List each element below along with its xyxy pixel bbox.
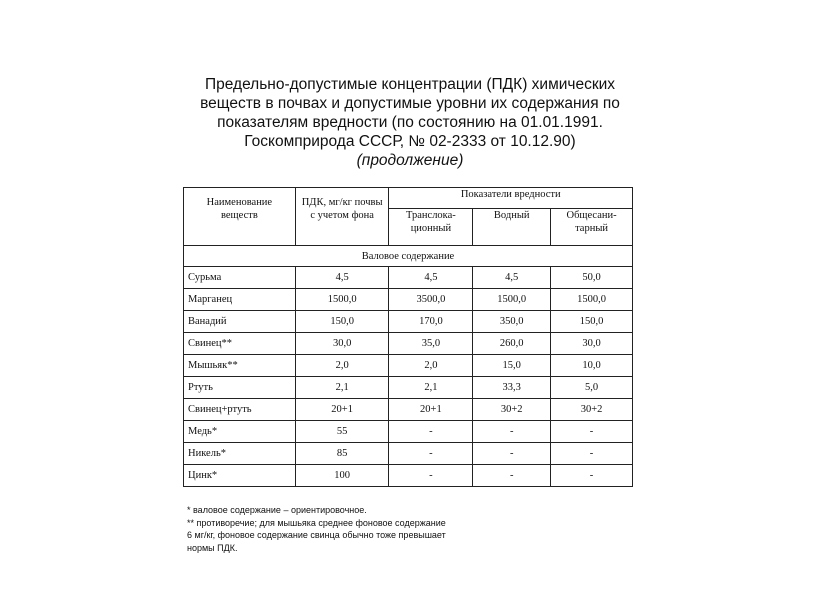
cell-sanitary: 50,0 — [551, 267, 633, 289]
cell-translocation: 20+1 — [389, 399, 473, 421]
cell-pdk: 150,0 — [295, 311, 389, 333]
table-row — [184, 311, 633, 333]
cell-sanitary: 150,0 — [551, 311, 633, 333]
cell-water: - — [473, 421, 551, 443]
section-label: Валовое содержание — [184, 246, 633, 267]
title-line: Госкомприрода СССР, № 02-2333 от 10.12.90) — [244, 133, 576, 150]
cell-translocation: 2,0 — [389, 355, 473, 377]
cell-pdk: 2,0 — [295, 355, 389, 377]
cell-pdk: 2,1 — [295, 377, 389, 399]
header-water: Водный — [473, 209, 551, 246]
cell-pdk: 20+1 — [295, 399, 389, 421]
cell-pdk: 100 — [295, 465, 389, 487]
cell-sanitary: - — [551, 443, 633, 465]
cell-water: 30+2 — [473, 399, 551, 421]
cell-name: Свинец** — [184, 333, 296, 355]
cell-sanitary: 5,0 — [551, 377, 633, 399]
cell-name: Ванадий — [184, 311, 296, 333]
cell-water: - — [473, 443, 551, 465]
cell-pdk: 4,5 — [295, 267, 389, 289]
table-row — [184, 443, 633, 465]
footnote: 6 мг/кг, фоновое содержание свинца обычно тоже превышает — [187, 530, 446, 540]
cell-translocation: 170,0 — [389, 311, 473, 333]
cell-name: Свинец+ртуть — [184, 399, 296, 421]
cell-name: Марганец — [184, 289, 296, 311]
cell-sanitary: 30,0 — [551, 333, 633, 355]
cell-pdk: 30,0 — [295, 333, 389, 355]
header-pdk: ПДК, мг/кг почвы с учетом фона — [295, 188, 389, 246]
cell-translocation: 4,5 — [389, 267, 473, 289]
cell-water: 4,5 — [473, 267, 551, 289]
cell-sanitary: - — [551, 465, 633, 487]
cell-name: Мышьяк** — [184, 355, 296, 377]
footnote: нормы ПДК. — [187, 542, 238, 553]
footnote: ** противоречие; для мышьяка среднее фоновое содержание — [187, 517, 446, 528]
footnotes — [187, 504, 446, 554]
header-sanitary: Общесани-тарный — [551, 209, 633, 246]
table-row — [184, 267, 633, 289]
title-line: веществ в почвах и допустимые уровни их содержания по — [200, 95, 620, 112]
title-line: показателям вредности (по состоянию на 01.01.1991. — [217, 114, 603, 131]
cell-name: Медь* — [184, 421, 296, 443]
header-name: Наименование веществ — [184, 188, 296, 246]
pdk-table — [183, 187, 633, 487]
cell-water: 15,0 — [473, 355, 551, 377]
cell-water: 1500,0 — [473, 289, 551, 311]
cell-translocation: 35,0 — [389, 333, 473, 355]
footnote: * валовое содержание – ориентировочное. — [187, 505, 367, 515]
table-row — [184, 289, 633, 311]
cell-water: 260,0 — [473, 333, 551, 355]
header-translocation: Транслока-ционный — [389, 209, 473, 246]
table-row — [184, 399, 633, 421]
cell-pdk: 85 — [295, 443, 389, 465]
cell-name: Никель* — [184, 443, 296, 465]
cell-name: Ртуть — [184, 377, 296, 399]
header-indicators: Показатели вредности — [389, 188, 633, 209]
cell-water: 350,0 — [473, 311, 551, 333]
table-row — [184, 465, 633, 487]
cell-translocation: - — [389, 465, 473, 487]
page-title — [160, 75, 660, 170]
cell-name: Цинк* — [184, 465, 296, 487]
cell-water: 33,3 — [473, 377, 551, 399]
cell-translocation: - — [389, 421, 473, 443]
title-continuation: (продолжение) — [356, 152, 464, 169]
cell-sanitary: 1500,0 — [551, 289, 633, 311]
table-row — [184, 421, 633, 443]
cell-pdk: 1500,0 — [295, 289, 389, 311]
cell-sanitary: 10,0 — [551, 355, 633, 377]
title-line: Предельно-допустимые концентрации (ПДК) химических — [204, 76, 616, 93]
cell-translocation: 3500,0 — [389, 289, 473, 311]
table-row — [184, 377, 633, 399]
cell-translocation: 2,1 — [389, 377, 473, 399]
cell-sanitary: - — [551, 421, 633, 443]
cell-water: - — [473, 465, 551, 487]
table-row — [184, 333, 633, 355]
cell-pdk: 55 — [295, 421, 389, 443]
cell-sanitary: 30+2 — [551, 399, 633, 421]
cell-name: Сурьма — [184, 267, 296, 289]
table-row — [184, 355, 633, 377]
cell-translocation: - — [389, 443, 473, 465]
